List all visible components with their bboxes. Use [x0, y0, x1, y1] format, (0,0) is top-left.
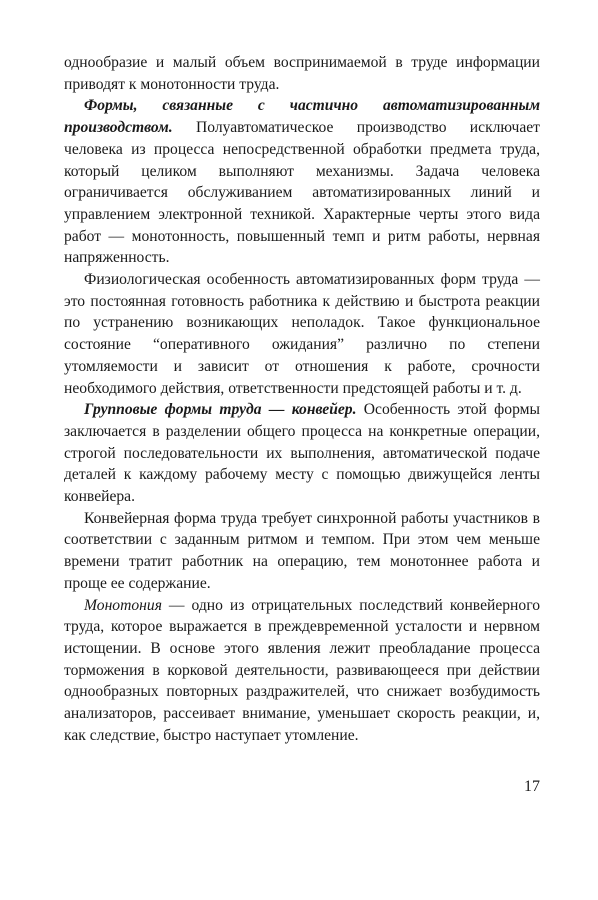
paragraph-conveyor — [64, 399, 540, 508]
paragraph-continuation — [64, 52, 540, 95]
paragraph-physiology — [64, 269, 540, 399]
page-body — [64, 52, 540, 747]
paragraph-text: — одно из отрицательных последствий конвейерного труда, которое выражается в преждевременной усталости и нервном истощении. В основе этого явления лежит преобладание процесса торможения в корковой деятельности, развивающееся при действии однообразных повторных раздражителей, что снижает возбудимость анализаторов, рассеивает внимание, уменьшает скорость реакции, и, как следствие, быстро наступает утомление. — [64, 596, 540, 744]
paragraph-monotony — [64, 595, 540, 747]
paragraph-conveyor-form — [64, 508, 540, 595]
paragraph-text: Конвейерная форма труда требует синхронной работы участников в соответствии с заданным ритмом и темпом. При этом чем меньше времени тратит работник на операцию, тем монотоннее работа и проще ее содержание. — [64, 509, 540, 592]
paragraph-text: однообразие и малый объем воспринимаемой в труде информации приводят к монотонности труда. — [64, 54, 540, 93]
paragraph-automated-forms — [64, 95, 540, 269]
page-number: 17 — [524, 778, 540, 795]
paragraph-text: Особенность этой формы заключается в разделении общего процесса на конкретные операции, строгой последовательности их выполнения, автоматической подаче деталей к каждому рабочему месту с помощью движущейся ленты конвейера. — [64, 401, 540, 506]
paragraph-text: Физиологическая особенность автоматизированных форм труда — это постоянная готовность работника к действию и быстрота реакции по устранению возникающих неполадок. Такое функциональное состояние “оперативного ожидания” различно по степени утомляемости и зависит от отношения к работе, срочности необходимого действия, ответственности предстоящей работы и т. д. — [64, 271, 540, 397]
section-heading-automated: Формы, связанные с частично автоматизированным производством. — [64, 97, 540, 137]
section-heading-conveyor: Групповые формы труда — конвейер. — [84, 401, 357, 419]
paragraph-text: Полуавтоматическое производство исключает человека из процесса непосредственной обработки предмета труда, который целиком выполняют механизмы. Задача человека ограничивается обслуживанием автоматизированных линий и управлением электронной техникой. Характерные черты этого вида работ — монотонность, повышенный темп и ритм работы, нервная напряженность. — [64, 119, 540, 267]
term-monotony: Монотония — [84, 596, 162, 614]
